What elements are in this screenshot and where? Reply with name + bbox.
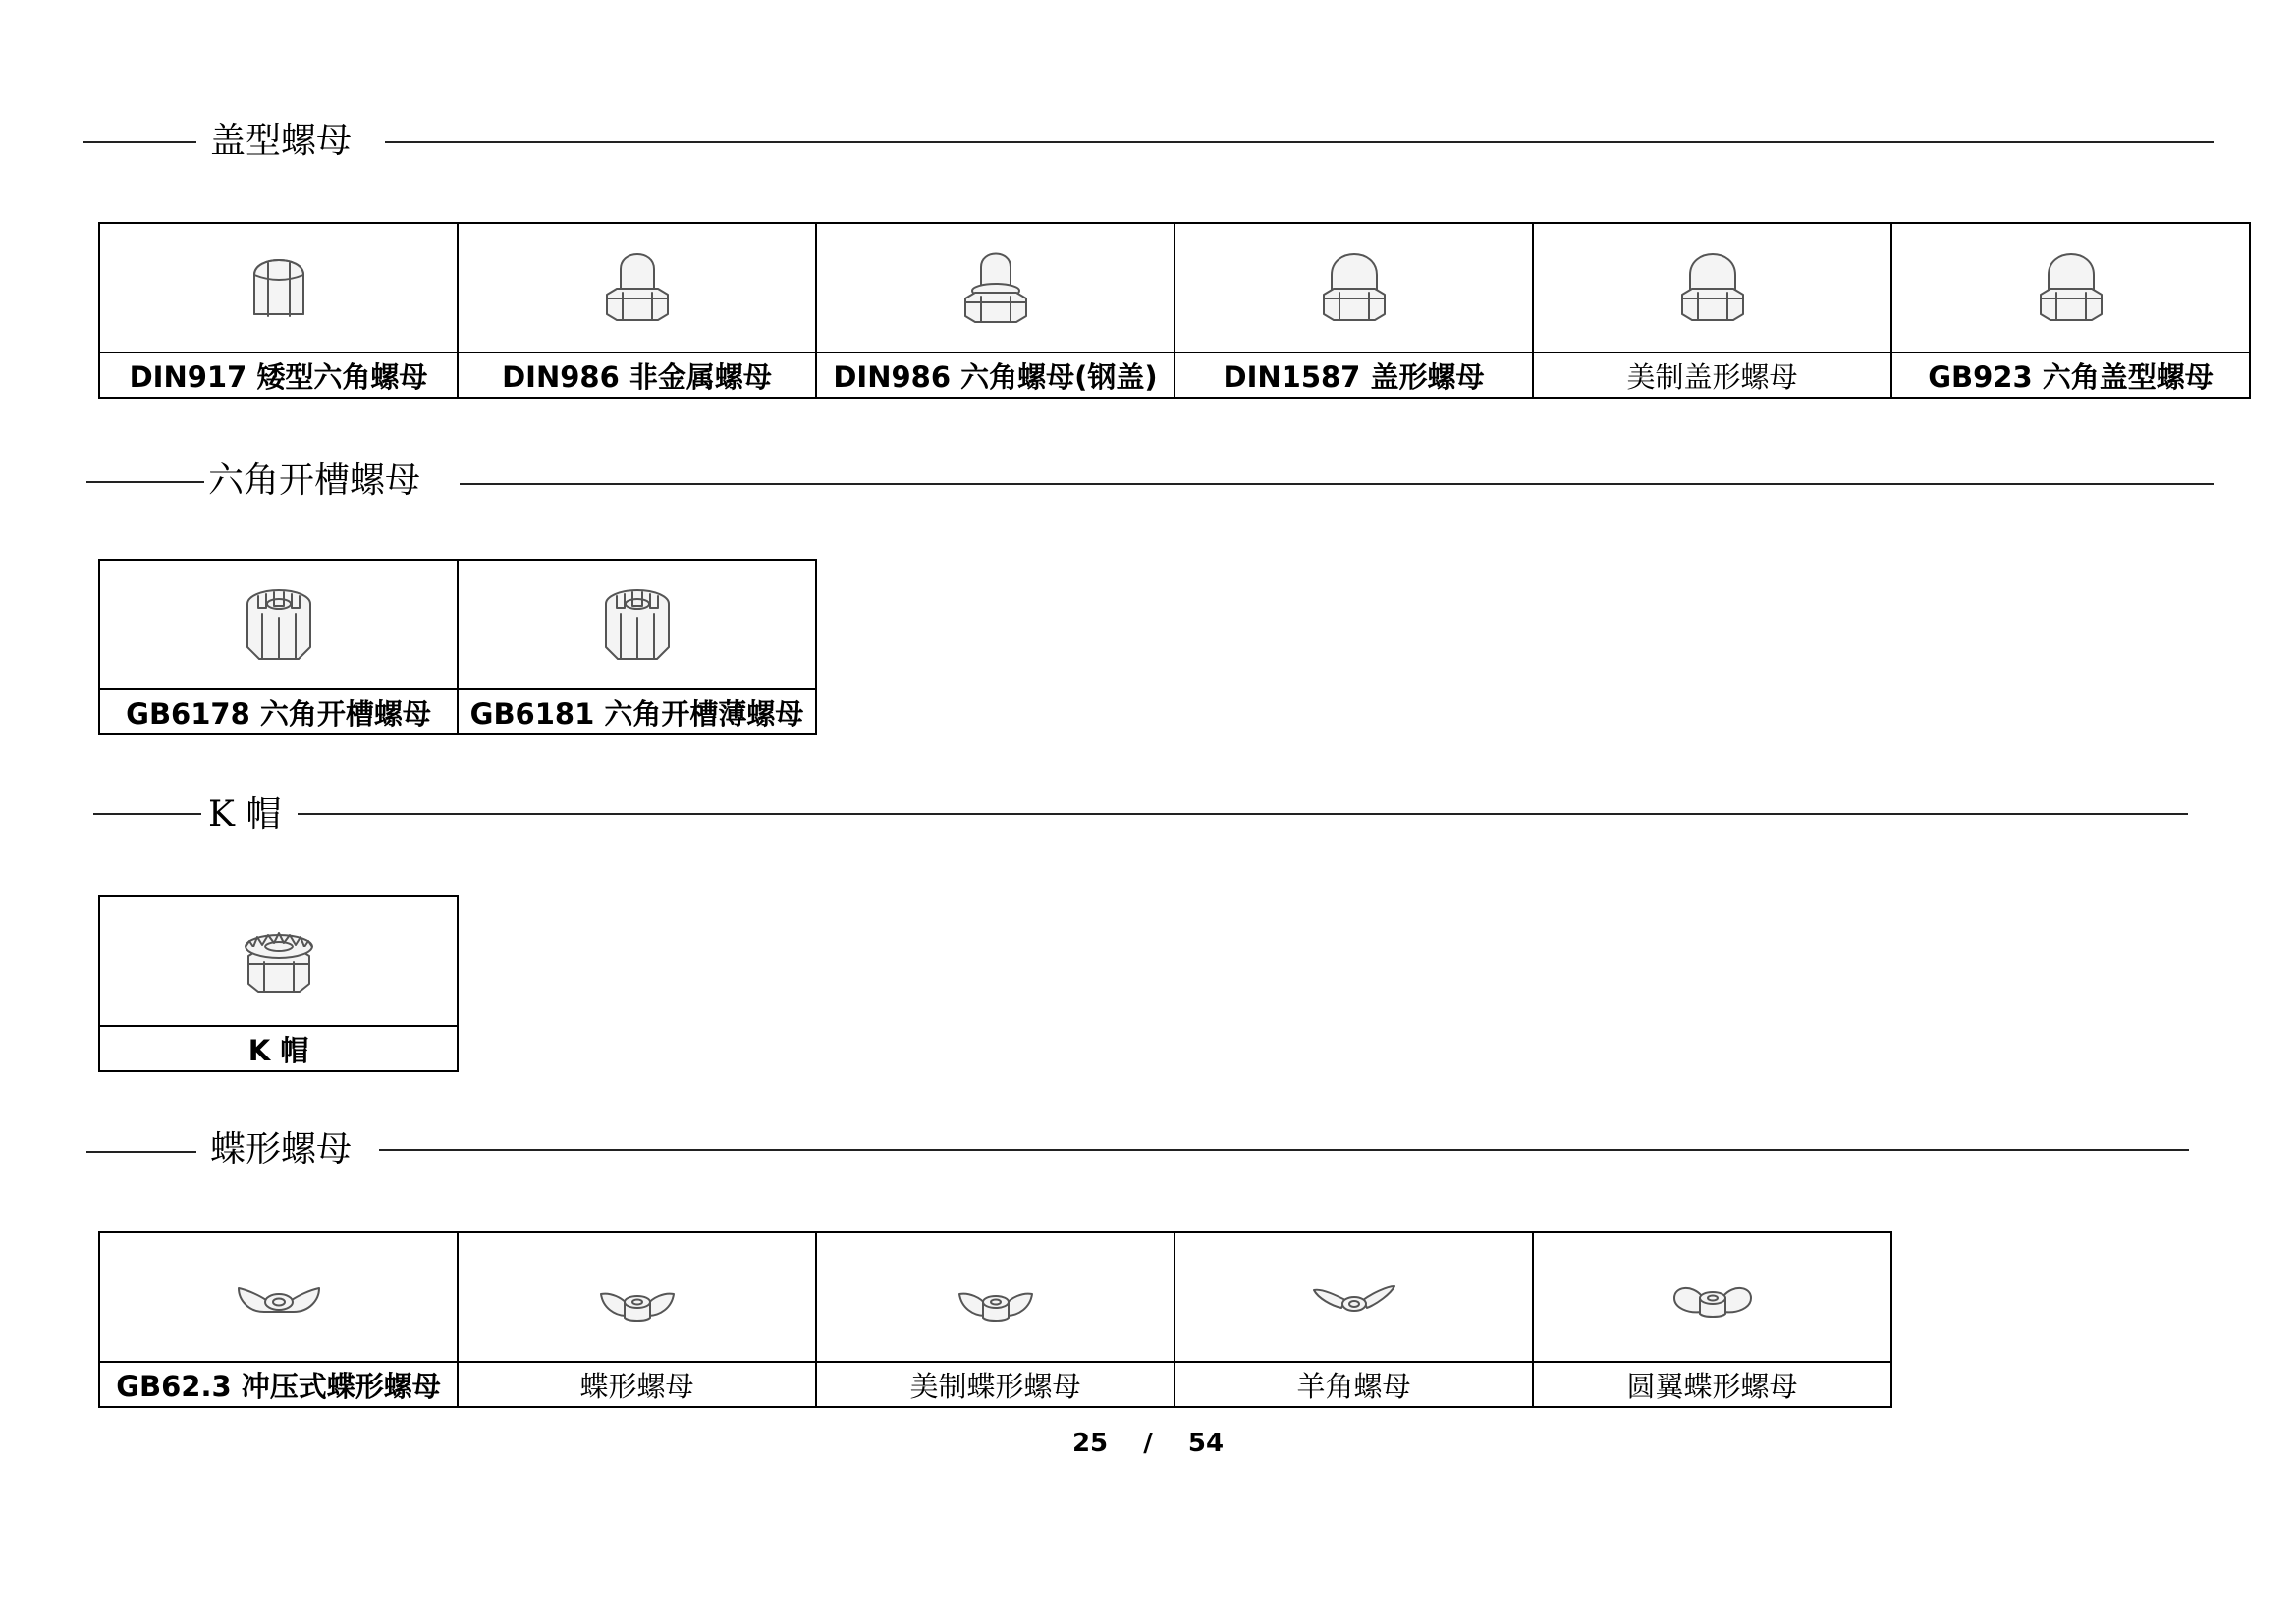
- product-cell[interactable]: [1534, 224, 1892, 399]
- wing-nut-icon: [583, 1243, 691, 1351]
- product-image: [1892, 224, 2249, 353]
- low-cap-nut-icon: [225, 234, 333, 342]
- product-caption: 羊角螺母: [1296, 1369, 1411, 1403]
- header-rule-left: [83, 141, 196, 143]
- product-grid-wing-nuts: [98, 1231, 1892, 1408]
- product-cell[interactable]: [459, 224, 817, 399]
- page-number: [0, 1429, 2296, 1458]
- product-cell[interactable]: [100, 1233, 459, 1408]
- product-caption: GB62.3 冲压式蝶形螺母: [116, 1369, 441, 1403]
- product-image: [1175, 224, 1532, 353]
- product-image: [1175, 1233, 1532, 1363]
- acorn-nut-icon: [2017, 234, 2125, 342]
- product-caption: 美制蝶形螺母: [909, 1369, 1081, 1403]
- product-image: [459, 224, 815, 353]
- header-rule-right: [379, 1149, 2189, 1151]
- product-caption: DIN917 矮型六角螺母: [129, 359, 428, 394]
- product-caption: 圆翼蝶形螺母: [1626, 1369, 1798, 1403]
- product-caption: K 帽: [247, 1033, 309, 1067]
- header-rule-right: [460, 483, 2214, 485]
- product-image: [100, 561, 457, 690]
- product-cell[interactable]: [100, 561, 459, 735]
- section-title: 六角开槽螺母: [208, 460, 421, 501]
- product-image: [100, 1233, 457, 1363]
- section-header-castle-nuts: [0, 452, 2296, 511]
- product-grid-k-cap: [98, 895, 459, 1072]
- section-title: 盖型螺母: [210, 121, 353, 161]
- product-cell[interactable]: [817, 1233, 1175, 1408]
- product-image: [459, 561, 815, 690]
- product-caption: DIN986 六角螺母(钢盖): [833, 359, 1158, 394]
- product-cell[interactable]: [459, 561, 817, 735]
- product-caption: DIN1587 盖形螺母: [1223, 359, 1485, 394]
- product-image: [1534, 1233, 1890, 1363]
- product-grid-castle-nuts: [98, 559, 817, 735]
- product-cell[interactable]: [1175, 224, 1534, 399]
- product-image: [817, 1233, 1174, 1363]
- header-rule-left: [93, 813, 201, 815]
- product-caption: DIN986 非金属螺母: [502, 359, 772, 394]
- acorn-nut-icon: [1659, 234, 1767, 342]
- product-cell[interactable]: [1892, 224, 2251, 399]
- castle-nut-icon: [225, 570, 333, 678]
- section-title: 蝶形螺母: [210, 1129, 353, 1169]
- product-cell[interactable]: [1534, 1233, 1892, 1408]
- product-caption: 美制盖形螺母: [1626, 359, 1798, 394]
- section-header-k-cap: [0, 785, 2296, 844]
- header-rule-right: [298, 813, 2188, 815]
- k-lock-nut-icon: [225, 907, 333, 1015]
- round-wing-nut-icon: [1659, 1243, 1767, 1351]
- product-caption: GB6181 六角开槽薄螺母: [469, 696, 804, 731]
- wing-nut-icon: [942, 1243, 1050, 1351]
- product-grid-acorn-nuts: [98, 222, 2251, 399]
- product-image: [100, 224, 457, 353]
- section-header-acorn-nuts: [0, 112, 2296, 171]
- product-image: [459, 1233, 815, 1363]
- header-rule-right: [385, 141, 2214, 143]
- header-rule-left: [86, 481, 204, 483]
- acorn-nut-icon: [1300, 234, 1408, 342]
- stamped-wing-nut-icon: [225, 1243, 333, 1351]
- section-header-wing-nuts: [0, 1120, 2296, 1179]
- page-total: 54: [1187, 1429, 1225, 1458]
- product-image: [1534, 224, 1890, 353]
- page-current: 25: [1071, 1429, 1109, 1458]
- castle-nut-icon: [583, 570, 691, 678]
- product-caption: GB923 六角盖型螺母: [1928, 359, 2214, 394]
- product-image: [100, 897, 457, 1027]
- product-caption: GB6178 六角开槽螺母: [126, 696, 431, 731]
- section-title: K 帽: [208, 794, 282, 835]
- product-cell[interactable]: [817, 224, 1175, 399]
- product-caption: 蝶形螺母: [579, 1369, 694, 1403]
- header-rule-left: [86, 1151, 196, 1153]
- product-image: [817, 224, 1174, 353]
- product-cell[interactable]: [100, 224, 459, 399]
- product-cell[interactable]: [1175, 1233, 1534, 1408]
- steel-dome-nut-icon: [942, 234, 1050, 342]
- product-cell[interactable]: [459, 1233, 817, 1408]
- horn-wing-nut-icon: [1300, 1243, 1408, 1351]
- nylon-dome-nut-icon: [583, 234, 691, 342]
- page-separator: /: [1143, 1429, 1153, 1458]
- product-cell[interactable]: [100, 897, 459, 1072]
